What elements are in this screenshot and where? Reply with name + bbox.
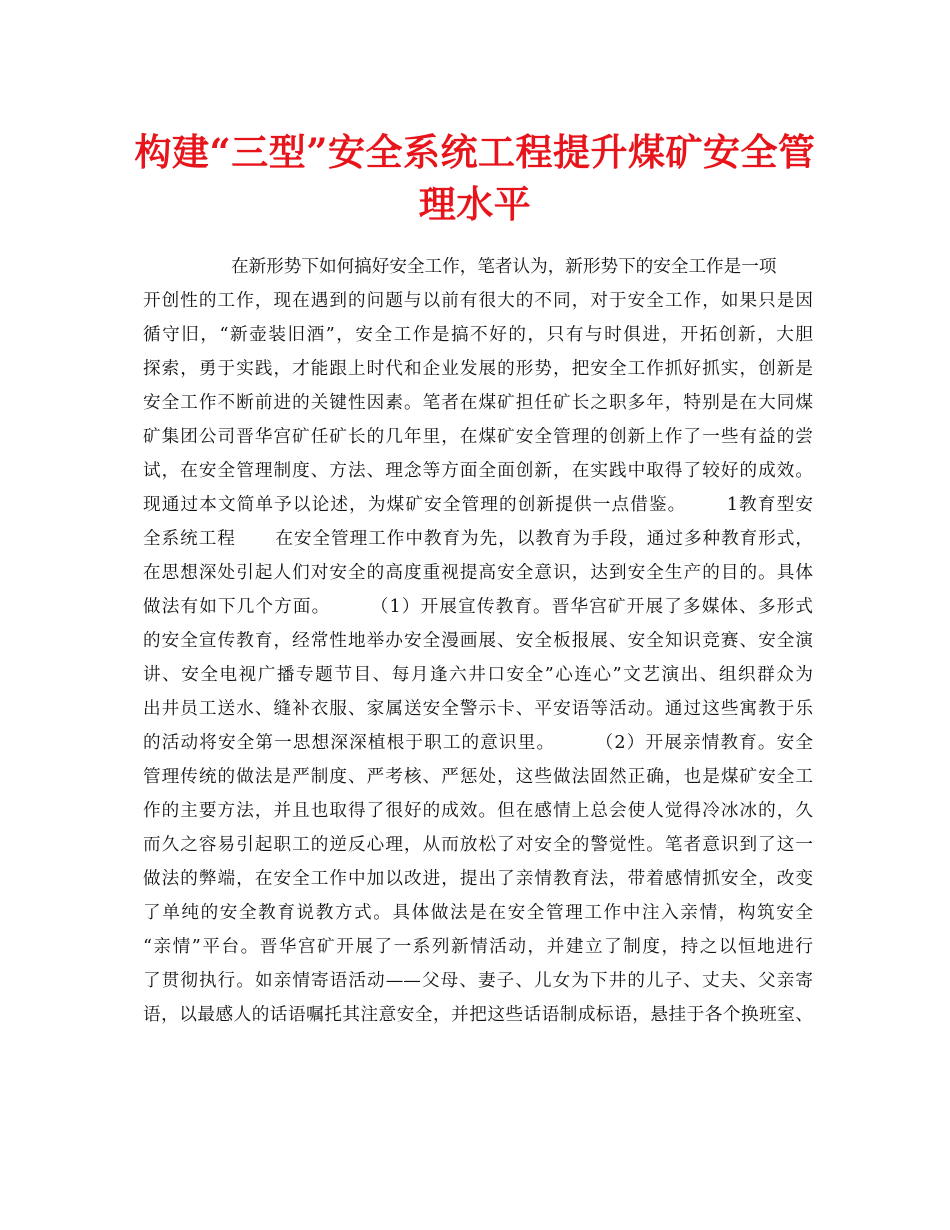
text-line: 讲、安全电视广播专题节目、每月逢六井口安全”心连心”文艺演出、组织群众为 — [143, 665, 813, 685]
text-line: 现通过本文简单予以论述，为煤矿安全管理的创新提供一点借鉴。 1教育型安 — [143, 495, 813, 515]
text-line: 了贯彻执行。如亲情寄语活动——父母、妻子、儿女为下井的儿子、丈夫、父亲寄 — [143, 971, 813, 991]
text-line: 而久之容易引起职工的逆反心理，从而放松了对安全的警觉性。笔者意识到了这一 — [143, 835, 813, 855]
text-line: 做法的弊端，在安全工作中加以改进，提出了亲情教育法，带着感情抓安全，改变 — [143, 869, 813, 889]
text-line: 全系统工程 在安全管理工作中教育为先，以教育为手段，通过多种教育形式， — [143, 529, 813, 549]
text-line: 做法有如下几个方面。 （1）开展宣传教育。晋华宫矿开展了多媒体、多形式 — [143, 597, 813, 617]
text-line: 作的主要方法，并且也取得了很好的成效。但在感情上总会使人觉得冷冰冰的，久 — [143, 801, 813, 821]
body-paragraph — [143, 250, 813, 1032]
text-line: 在思想深处引起人们对安全的高度重视提高安全意识，达到安全生产的目的。具体 — [143, 563, 813, 583]
title-line-1: 构建“三型”安全系统工程提升煤矿安全管 — [134, 130, 816, 174]
text-line: 安全工作不断前进的关键性因素。笔者在煤矿担任矿长之职多年，特别是在大同煤 — [143, 393, 813, 413]
text-line: 矿集团公司晋华宫矿任矿长的几年里，在煤矿安全管理的创新上作了一些有益的尝 — [143, 427, 813, 447]
text-line: 在新形势下如何搞好安全工作，笔者认为，新形势下的安全工作是一项 — [231, 257, 777, 277]
text-line: 了单纯的安全教育说教方式。具体做法是在安全管理工作中注入亲情，构筑安全 — [143, 903, 813, 923]
text-line: 管理传统的做法是严制度、严考核、严惩处，这些做法固然正确，也是煤矿安全工 — [143, 767, 813, 787]
text-line: 试，在安全管理制度、方法、理念等方面全面创新，在实践中取得了较好的成效。 — [143, 461, 813, 481]
text-line: 探索，勇于实践，才能跟上时代和企业发展的形势，把安全工作抓好抓实，创新是 — [143, 359, 813, 379]
text-line: 循守旧，“新壶装旧酒”，安全工作是搞不好的，只有与时俱进，开拓创新，大胆 — [143, 325, 813, 345]
title-line-2: 理水平 — [418, 182, 532, 226]
text-line: 的活动将安全第一思想深深植根于职工的意识里。 （2）开展亲情教育。安全 — [143, 733, 813, 753]
text-line: 开创性的工作，现在遇到的问题与以前有很大的不同，对于安全工作，如果只是因 — [143, 291, 813, 311]
text-line: 出井员工送水、缝补衣服、家属送安全警示卡、平安语等活动。通过这些寓教于乐 — [143, 699, 813, 719]
text-line: “亲情”平台。晋华宫矿开展了一系列新情活动，并建立了制度，持之以恒地进行 — [143, 937, 813, 957]
text-line: 的安全宣传教育，经常性地举办安全漫画展、安全板报展、安全知识竞赛、安全演 — [143, 631, 813, 651]
document-title — [130, 126, 820, 230]
text-line: 语，以最感人的话语嘱托其注意安全，并把这些话语制成标语，悬挂于各个换班室、 — [143, 1005, 813, 1025]
